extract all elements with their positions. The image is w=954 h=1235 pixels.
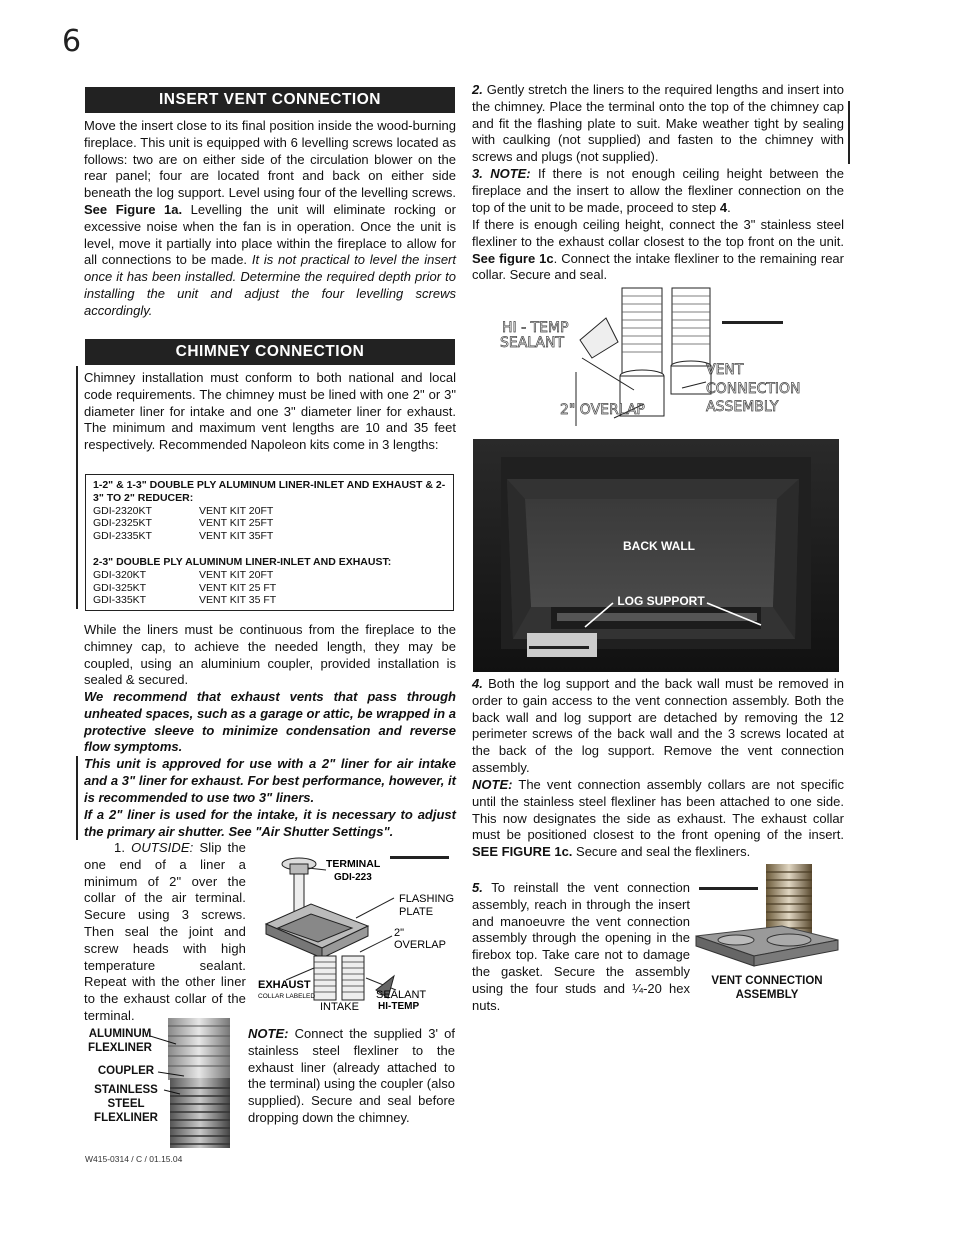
kit-row: GDI-2325KT VENT KIT 25FT <box>93 517 274 530</box>
overlap-label: 2" OVERLAP <box>560 402 645 418</box>
kit-group1-title: 1-2" & 1-3" DOUBLE PLY ALUMINUM LINER-INLET AND EXHAUST & 2-3" TO 2" REDUCER: <box>93 479 446 504</box>
vent-connection-assembly-photo <box>694 864 840 972</box>
intake-label: INTAKE <box>320 1001 359 1013</box>
sealant-label: SEALANT <box>376 989 427 1001</box>
page-number: 6 <box>62 24 82 59</box>
kit-row: GDI-2335KT VENT KIT 35FT <box>93 530 274 543</box>
aluminum-flexliner-label: ALUMINUM FLEXLINER <box>88 1028 152 1054</box>
step3b-text: If there is enough ceiling height, connect the 3" stainless steel flexliner to the exhaust collar closest to the top front on the unit. See figure 1c. Connect the intake flexliner to the remaining rear collar. Secure and seal. <box>472 217 844 283</box>
note-coupler: NOTE: Connect the supplied 3' of stainless steel flexliner to the exhaust liner (already attached to the terminal) using the coupler (also supplied). Secure and seal before dropping down the chimney. <box>248 1026 455 1125</box>
plate-label: PLATE <box>399 906 434 918</box>
step1-outside: 1. OUTSIDE: Slip the one end of a liner a minimum of 2" over the collar of the air terminal. Secure using 3 screws. Then seal the joint and screw heads with high temperature sealant. Repeat with the other liner to the exhaust collar of the terminal. <box>84 840 247 1023</box>
terminal-diagram <box>256 848 456 1014</box>
overlap-label: OVERLAP <box>394 939 446 951</box>
warning-liner-sizes: This unit is approved for use with a 2" liner for air intake and a 3" liner for exhaust. For best performance, however, it is recommended to use two 3" liners. <box>84 756 456 805</box>
step4-text: 4. Both the log support and the back wall must be removed in order to gain access to the vent connection assembly. Both the back wall and log support are detached by removing the 12 perimeter screws of the back wall and the 3 screws located at the back of the log support. Remove the vent connection assembly. <box>472 676 844 775</box>
vent-connection-assembly-label: VENT CONNECTION ASSEMBLY <box>711 975 823 1001</box>
insert-vent-text: Move the insert close to its final position inside the wood-burning fireplace. This unit is equipped with 6 levelling screws located as follows: two are on either side of the circulation blower on the rear panel; four are located front and back on either side beneath the log support. Level using four of the levelling screws. See Figure 1a. Levelling the unit will eliminate rocking or excessive noise when the fan is in operation. Once the unit is level, move it partially into place within the fireplace to allow for all connections to be made. It is not practical to level the insert once it has been installed. Determine the required depth prior to installing the unit and adjust the four levelling screws accordingly. <box>84 118 456 318</box>
connection-label: CONNECTION <box>706 381 801 397</box>
sealant-label: SEALANT <box>500 335 565 351</box>
overlap-inch-label: 2" <box>394 927 405 939</box>
kit-row: GDI-320KT VENT KIT 20FT <box>93 568 274 581</box>
terminal-model-label: GDI-223 <box>334 872 372 883</box>
collar-labeled: COLLAR LABELED <box>258 993 316 1000</box>
change-bar <box>76 366 78 609</box>
assembly-label: ASSEMBLY <box>706 399 779 415</box>
kit-row: GDI-2320KT VENT KIT 20FT <box>93 504 274 517</box>
note4-text: NOTE: The vent connection assembly collars are not specific until the stainless steel flexliner has been attached to one side. This now designates the side as exhaust. The exhaust collar must be positioned closest to the front opening of the insert. SEE FIGURE 1c. Secure and seal the flexliners. <box>472 777 844 860</box>
exhaust-label: EXHAUST <box>258 979 311 991</box>
vent-connection-diagram <box>494 284 824 434</box>
step2-text: 2. Gently stretch the liners to the required lengths and insert into the chimney. Place the terminal onto the top of the chimney cap and fit the flashing plate to suit. Make weather tight by sealing with caulking (not supplied) and fasten to the chimney with screws and plugs (not supplied). <box>472 82 844 165</box>
liners-text: While the liners must be continuous from the fireplace to the chimney cap, to achieve the needed length, they may be coupled, using an aluminium coupler, provided installation is sealed & secured. <box>84 622 456 688</box>
log-support-label: LOG SUPPORT <box>617 594 705 608</box>
stainless-flexliner-label: STAINLESS STEEL FLEXLINER <box>94 1084 158 1124</box>
change-bar <box>848 101 850 164</box>
kit-row: GDI-325KT VENT KIT 25 FT <box>93 581 277 594</box>
insert-vent-header: INSERT VENT CONNECTION <box>85 87 455 113</box>
step3-text: 3. NOTE: If there is not enough ceiling height between the fireplace and the insert to allow the flexliner connection on the top of the unit to be made, proceed to step 4. <box>472 166 844 215</box>
back-wall-label: BACK WALL <box>623 539 695 553</box>
kit-group2-title: 2-3" DOUBLE PLY ALUMINUM LINER-INLET AND EXHAUST: <box>93 555 392 568</box>
hitemp-label: HI-TEMP <box>378 1001 420 1012</box>
kit-row: GDI-335KT VENT KIT 35 FT <box>93 594 277 607</box>
flashing-label: FLASHING <box>399 893 455 905</box>
coupler-label: COUPLER <box>97 1065 155 1077</box>
warning-air-shutter: If a 2" liner is used for the intake, it is necessary to adjust the primary air shutter. See "Air Shutter Settings". <box>84 807 456 839</box>
warning-sleeve: We recommend that exhaust vents that pass through unheated spaces, such as a garage or attic, be wrapped in a protective sleeve to minimize condensation and reverse flow symptoms. <box>84 689 456 755</box>
hi-temp-label: HI - TEMP <box>502 320 569 336</box>
terminal-label: TERMINAL <box>326 858 381 870</box>
vent-label: VENT <box>706 362 744 378</box>
step5-text: 5. To reinstall the vent connection assembly, reach in through the insert and manoeuvre the vent connection assembly through the opening in the firebox top. Take care not to damage the gasket. Secure the assembly using the four studs and ¼-20 hex nuts. <box>472 880 690 1013</box>
document-code: W415-0314 / C / 01.15.04 <box>85 1154 183 1164</box>
chimney-header: CHIMNEY CONNECTION <box>85 339 455 365</box>
change-bar <box>76 756 78 840</box>
chimney-text: Chimney installation must conform to both national and local code requirements. The chimney must be lined with one 2" or 3" diameter liner for intake and one 3" diameter liner for exhaust. The minimum and maximum vent lengths are 10 and 35 feet respectively. Recommended Napoleon kits come in 3 lengths: <box>84 370 456 453</box>
vent-kit-table <box>85 474 454 611</box>
firebox-photo <box>473 439 839 672</box>
flexliner-photo <box>150 1016 244 1150</box>
